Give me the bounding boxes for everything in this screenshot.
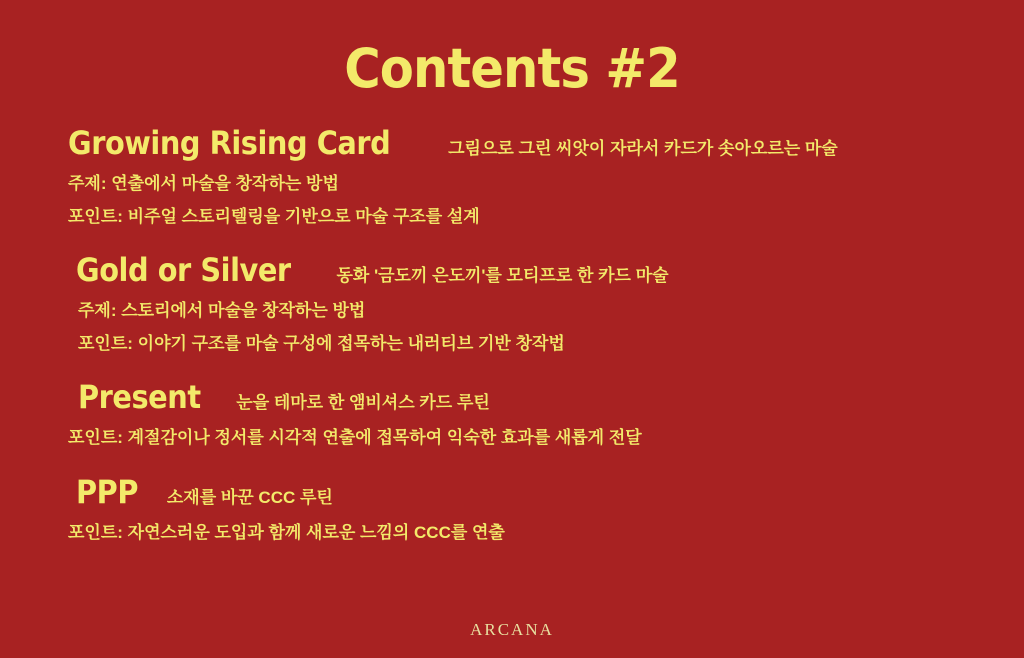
list-item bbox=[68, 124, 984, 233]
entry-header bbox=[68, 473, 984, 511]
spacer bbox=[68, 465, 984, 473]
list-item bbox=[68, 473, 984, 550]
entry-title: Gold or Silver bbox=[76, 250, 291, 289]
list-item bbox=[68, 251, 984, 360]
entry-detail-lines bbox=[68, 295, 984, 360]
entry-detail-line: 포인트: 계절감이나 정서를 시각적 연출에 접목하여 익숙한 효과를 새롭게 전달 bbox=[68, 428, 642, 448]
list-item bbox=[68, 378, 984, 455]
entry-detail-line: 포인트: 이야기 구조를 마술 구성에 접목하는 내러티브 기반 창작법 bbox=[78, 333, 565, 353]
entry-header bbox=[68, 251, 984, 289]
entry-detail-lines bbox=[68, 517, 984, 549]
brand-footer: ARCANA bbox=[470, 620, 554, 639]
contents-list bbox=[0, 124, 1024, 549]
entry-detail-line: 포인트: 비주얼 스토리텔링을 기반으로 마술 구조를 설계 bbox=[68, 206, 480, 226]
entry-subtitle: 눈을 테마로 한 앰비셔스 카드 루틴 bbox=[236, 392, 490, 412]
entry-header bbox=[68, 378, 984, 416]
entry-detail-line: 포인트: 자연스러운 도입과 함께 새로운 느낌의 CCC를 연출 bbox=[68, 523, 505, 543]
entry-detail-line: 주제: 연출에서 마술을 창작하는 방법 bbox=[68, 174, 339, 194]
entry-title: Present bbox=[78, 377, 201, 416]
spacer bbox=[68, 370, 984, 378]
entry-detail-lines bbox=[68, 422, 984, 454]
entry-subtitle: 소재를 바꾼 CCC 루틴 bbox=[166, 487, 333, 507]
entry-title: PPP bbox=[76, 472, 138, 511]
entry-title: Growing Rising Card bbox=[68, 124, 391, 162]
entry-subtitle: 동화 '금도끼 은도끼'를 모티프로 한 카드 마술 bbox=[336, 265, 669, 285]
entry-header bbox=[68, 124, 984, 162]
entry-detail-lines bbox=[68, 168, 984, 233]
spacer bbox=[68, 243, 984, 251]
entry-subtitle: 그림으로 그린 씨앗이 자라서 카드가 솟아오르는 마술 bbox=[448, 139, 838, 158]
entry-detail-line: 주제: 스토리에서 마술을 창작하는 방법 bbox=[78, 301, 366, 321]
page-title: Contents #2 bbox=[344, 37, 680, 100]
